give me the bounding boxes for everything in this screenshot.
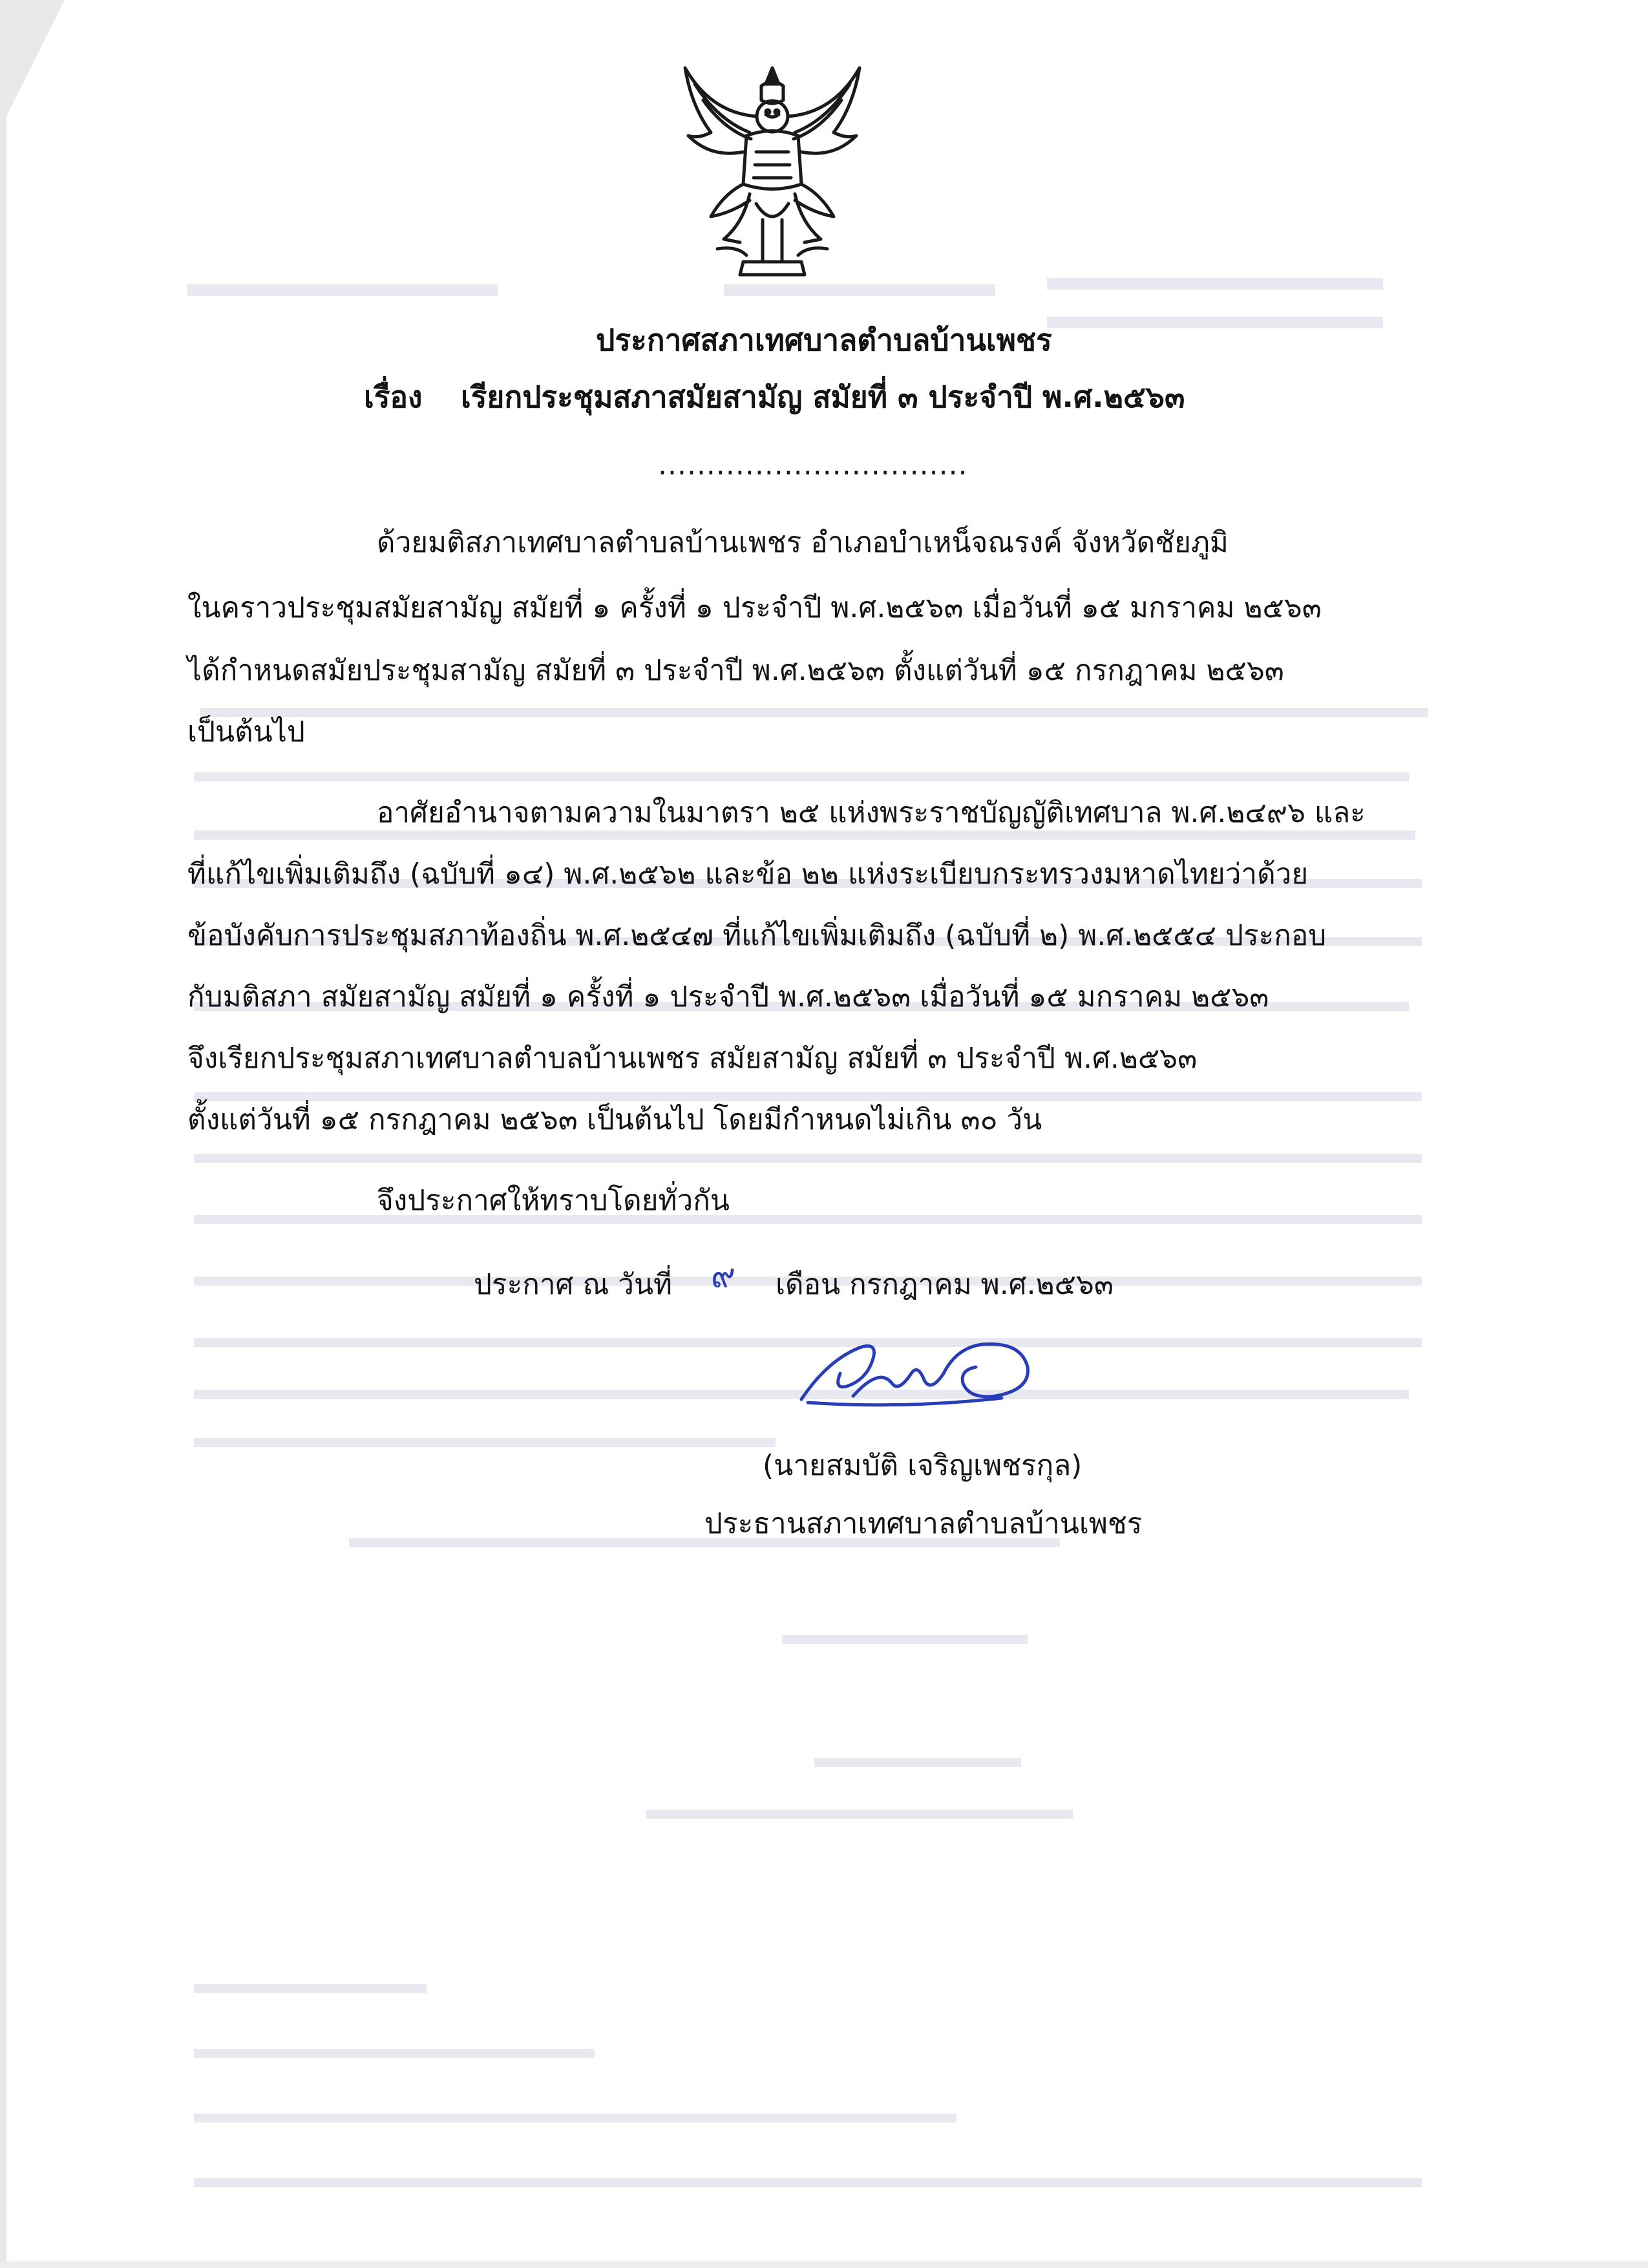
closing-statement: จึงประกาศให้ทราบโดยทั่วกัน [377,1184,730,1217]
paragraph1-line: ในคราวประชุมสมัยสามัญ สมัยที่ ๑ ครั้งที่ ๑ ประจำปี พ.ศ.๒๕๖๓ เมื่อวันที่ ๑๕ มกราคม ๒๕๖๓ [187,591,1322,624]
paragraph2-line: จึงเรียกประชุมสภาเทศบาลตำบลบ้านเพชร สมัยสามัญ สมัยที่ ๓ ประจำปี พ.ศ.๒๕๖๓ [187,1042,1198,1075]
subject-label: เรื่อง [364,379,423,414]
paragraph2-line: อาศัยอำนาจตามความในมาตรา ๒๕ แห่งพระราชบัญญัติเทศบาล พ.ศ.๒๔๙๖ และ [377,796,1366,829]
paragraph1-line: ด้วยมติสภาเทศบาลตำบลบ้านเพชร อำเภอบำเหน็จณรงค์ จังหวัดชัยภูมิ [377,526,1229,559]
announcement-date-label: ประกาศ ณ วันที่ [474,1268,673,1301]
paragraph1-line: ได้กำหนดสมัยประชุมสามัญ สมัยที่ ๓ ประจำปี พ.ศ.๒๕๖๓ ตั้งแต่วันที่ ๑๕ กรกฎาคม ๒๕๖๓ [187,654,1284,687]
handwritten-day: ๙ [711,1256,736,1295]
title-divider: ................................ [658,449,968,482]
signatory-name: (นายสมบัติ เจริญเพชรกุล) [763,1449,1083,1482]
signature [788,1322,1047,1419]
document-title: ประกาศสภาเทศบาลตำบลบ้านเพชร [596,323,1052,357]
signatory-position: ประธานสภาเทศบาลตำบลบ้านเพชร [704,1507,1143,1540]
paragraph2-line: กับมติสภา สมัยสามัญ สมัยที่ ๑ ครั้งที่ ๑ ประจำปี พ.ศ.๒๕๖๓ เมื่อวันที่ ๑๕ มกราคม ๒๕๖๓ [187,980,1269,1013]
garuda-emblem [672,55,872,288]
paragraph1-line: เป็นต้นไป [187,715,305,748]
paragraph2-line: ที่แก้ไขเพิ่มเติมถึง (ฉบับที่ ๑๔) พ.ศ.๒๕๖๒ และข้อ ๒๒ แห่งระเบียบกระทรวงมหาดไทยว่าด้วย [187,858,1309,891]
paragraph2-line: ตั้งแต่วันที่ ๑๕ กรกฎาคม ๒๕๖๓ เป็นต้นไป โดยมีกำหนดไม่เกิน ๓๐ วัน [187,1103,1042,1136]
announcement-month-year: เดือน กรกฎาคม พ.ศ.๒๕๖๓ [776,1268,1114,1301]
subject-text: เรียกประชุมสภาสมัยสามัญ สมัยที่ ๓ ประจำปี พ.ศ.๒๕๖๓ [461,379,1185,414]
paragraph2-line: ข้อบังคับการประชุมสภาท้องถิ่น พ.ศ.๒๕๔๗ ที่แก้ไขเพิ่มเติมถึง (ฉบับที่ ๒) พ.ศ.๒๕๕๔ ประกอบ [187,919,1327,952]
